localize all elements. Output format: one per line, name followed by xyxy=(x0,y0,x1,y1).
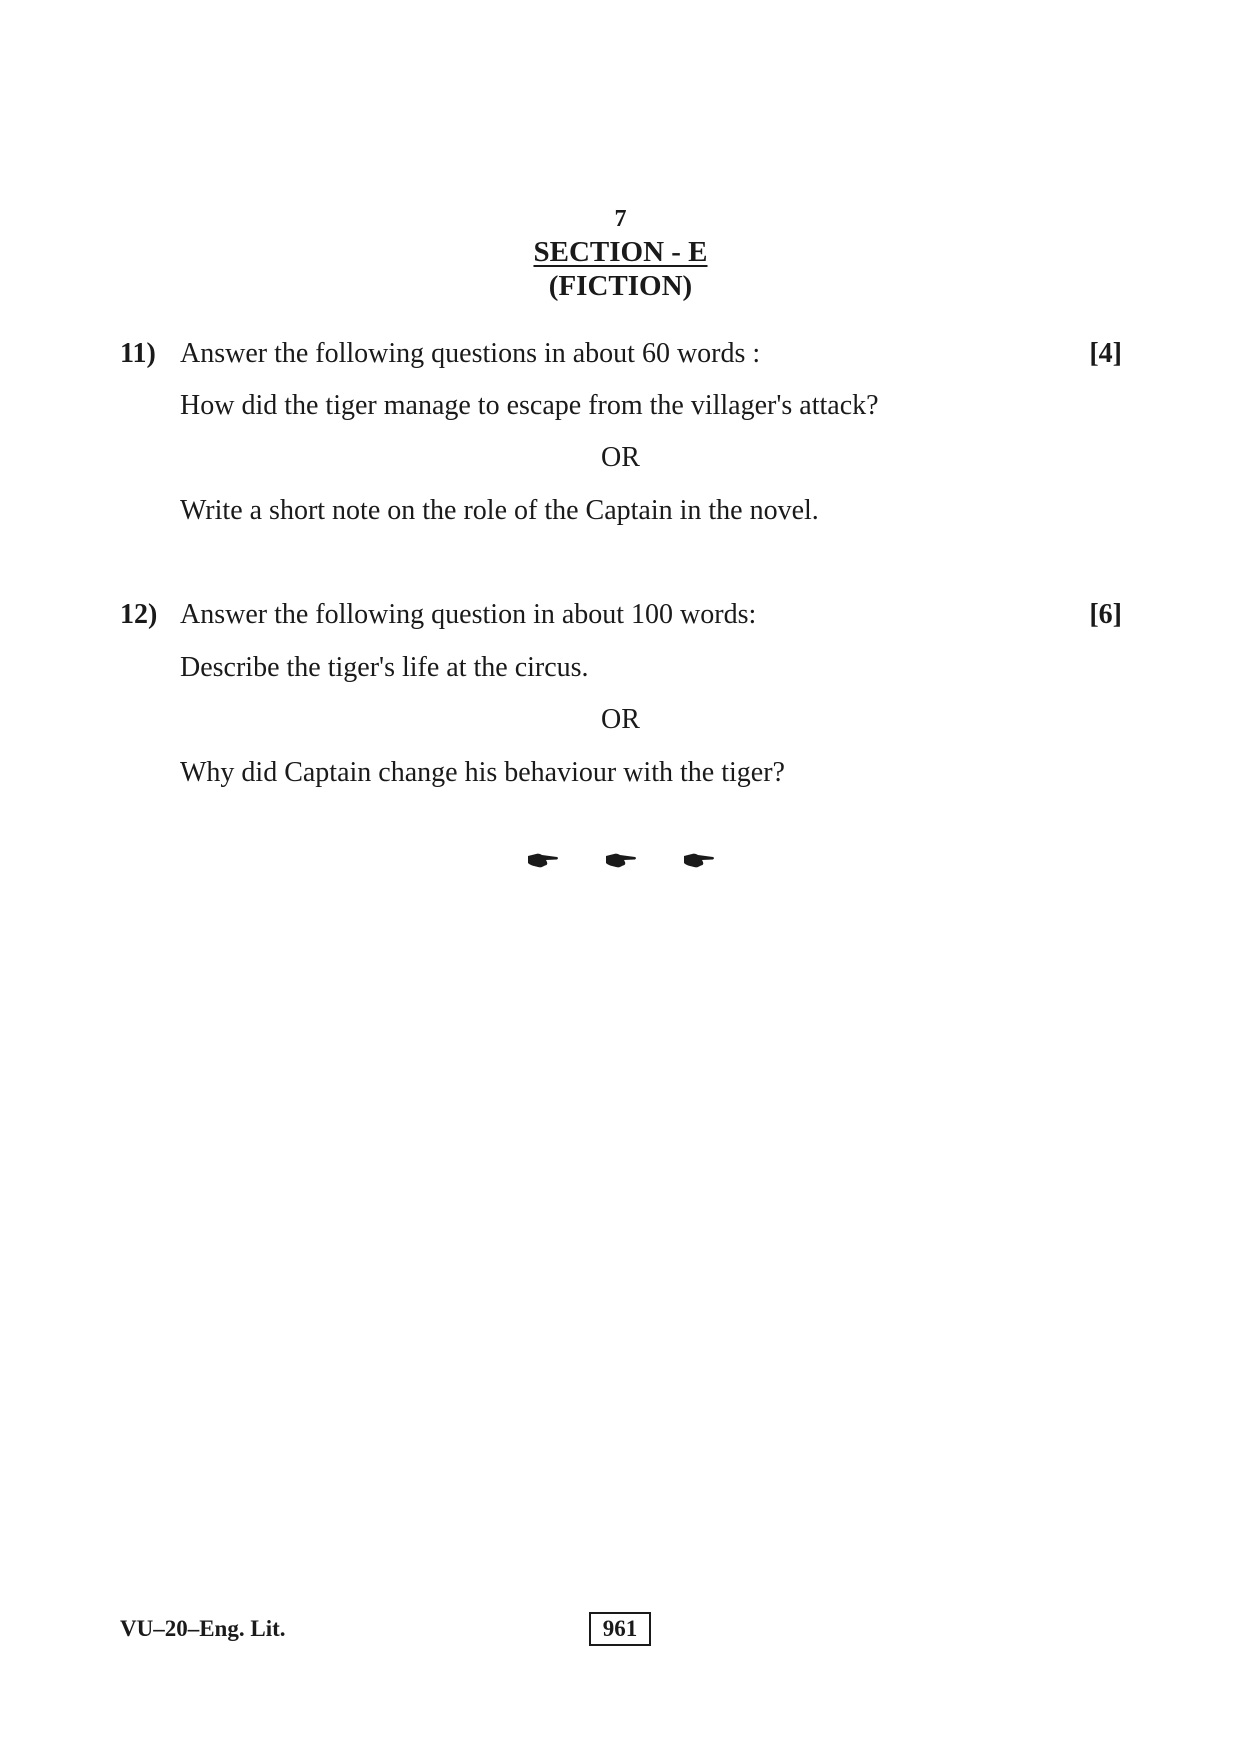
page-number: 7 xyxy=(614,206,627,232)
question-option-b: Write a short note on the role of the Captain in the novel. xyxy=(180,495,819,526)
question-option-a: How did the tiger manage to escape from the villager's attack? xyxy=(180,390,879,421)
question-instruction: Answer the following question in about 100 words: xyxy=(180,599,757,630)
pointing-hand-icon xyxy=(526,850,560,870)
question-instruction: Answer the following questions in about 60 words : xyxy=(180,338,761,369)
section-title-text: SECTION - E xyxy=(533,236,708,268)
end-marker xyxy=(0,850,1241,870)
footer-serial-number: 961 xyxy=(589,1612,651,1646)
question-option-b: Why did Captain change his behaviour with the tiger? xyxy=(180,757,785,788)
or-separator: OR xyxy=(601,442,640,473)
pointing-hand-icon xyxy=(682,850,716,870)
section-title xyxy=(0,235,1241,269)
section-subtitle: (FICTION) xyxy=(548,270,693,302)
question-number: 11) xyxy=(120,338,156,369)
question-marks: [4] xyxy=(1089,338,1122,369)
question-marks: [6] xyxy=(1089,599,1122,630)
or-separator: OR xyxy=(601,704,640,735)
question-option-a: Describe the tiger's life at the circus. xyxy=(180,652,589,683)
pointing-hand-icon xyxy=(604,850,638,870)
footer-paper-code: VU–20–Eng. Lit. xyxy=(120,1616,286,1641)
question-number: 12) xyxy=(120,599,158,630)
